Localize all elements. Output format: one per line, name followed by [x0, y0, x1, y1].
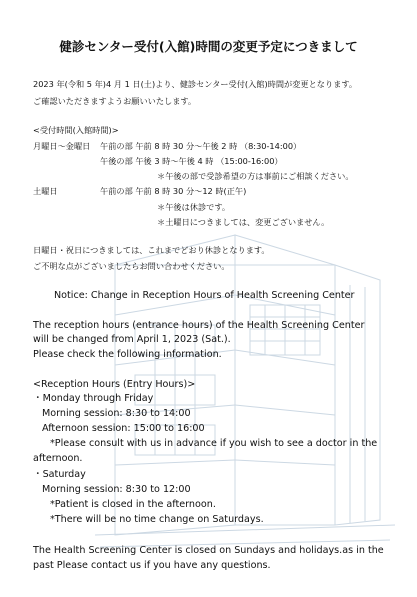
- jp-saturday-label: 土曜日: [33, 186, 58, 196]
- en-weekday-morning: Morning session: 8:30 to 14:00: [42, 408, 191, 419]
- en-weekday-label: ・Monday through Friday: [33, 393, 154, 404]
- en-intro-line-1: The reception hours (entrance hours) of the Health Screening Center: [33, 320, 365, 331]
- jp-saturday-note-1: ＊午後は休診です。: [157, 202, 231, 212]
- en-weekday-note-2: afternoon.: [33, 453, 83, 464]
- en-closed-line-2: past Please contact us if you have any questions.: [33, 560, 271, 571]
- jp-saturday-morning: 午前の部 午前 8 時 30 分～12 時(正午): [100, 186, 247, 196]
- jp-hours-heading: <受付時間(入館時間)>: [33, 125, 119, 135]
- en-intro-line-2: will be changed from April 1, 2023 (Sat.).: [33, 334, 231, 345]
- jp-weekday-note: ＊午後の部で受診希望の方は事前にご相談ください。: [157, 171, 354, 181]
- en-intro-line-3: Please check the following information.: [33, 349, 222, 360]
- en-saturday-note-2: *There will be no time change on Saturdays.: [50, 514, 264, 525]
- en-weekday-afternoon: Afternoon session: 15:00 to 16:00: [42, 423, 205, 434]
- jp-saturday-note-2: ＊土曜日につきましては、変更ございません。: [157, 217, 330, 227]
- en-hours-heading: <Reception Hours (Entry Hours)>: [33, 379, 196, 390]
- jp-closed-line-2: ご不明な点がございましたらお問い合わせください。: [33, 261, 230, 271]
- jp-weekday-label: 月曜日～金曜日: [33, 141, 91, 151]
- jp-intro-line-1: 2023 年(令和 5 年)4 月 1 日(土)より、健診センター受付(入館)時間が変更となります。: [33, 79, 358, 89]
- page-title: 健診センター受付(入館)時間の変更予定につきまして: [59, 39, 358, 54]
- en-saturday-label: ・Saturday: [33, 469, 86, 480]
- en-saturday-morning: Morning session: 8:30 to 12:00: [42, 484, 191, 495]
- jp-weekday-morning: 午前の部 午前 8 時 30 分～午後 2 時 （8:30-14:00）: [100, 141, 302, 151]
- jp-closed-line-1: 日曜日・祝日につきましては、これまでどおり休診となります。: [33, 245, 270, 255]
- en-weekday-note-1: *Please consult with us in advance if you wish to see a doctor in the: [50, 438, 378, 449]
- en-notice-title: Notice: Change in Reception Hours of Health Screening Center: [54, 290, 355, 301]
- jp-weekday-afternoon: 午後の部 午後 3 時～午後 4 時 （15:00-16:00）: [100, 156, 283, 166]
- en-closed-line-1: The Health Screening Center is closed on Sundays and holidays.as in the: [33, 545, 384, 556]
- en-saturday-note-1: *Patient is closed in the afternoon.: [50, 499, 216, 510]
- jp-intro-line-2: ご確認いただきますようお願いいたします。: [33, 96, 197, 106]
